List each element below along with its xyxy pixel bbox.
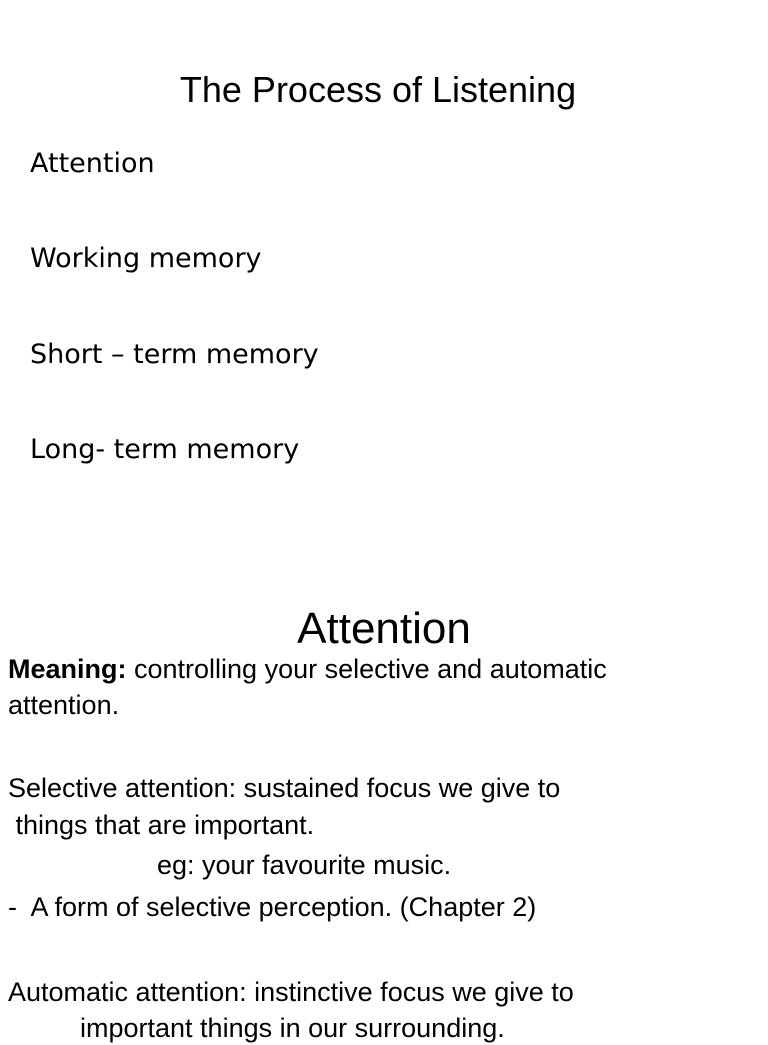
selective-attention-line: Selective attention: sustained focus we give to (8, 773, 561, 803)
meaning-text-continued: attention. (8, 690, 120, 720)
automatic-attention-line-continued: important things in our surrounding. (80, 1013, 505, 1043)
list-item-long-term-memory: Long- term memory (30, 434, 300, 465)
slide-title: The Process of Listening (179, 69, 577, 110)
list-item-short-term-memory: Short – term memory (30, 339, 319, 370)
meaning-line (8, 652, 607, 686)
slide-attention (0, 570, 768, 1043)
list-item-attention: Attention (30, 148, 155, 179)
meaning-text: controlling your selective and automatic (126, 654, 607, 684)
automatic-attention-line: Automatic attention: instinctive focus we give to (8, 977, 574, 1007)
selective-attention-line-continued: things that are important. (8, 810, 315, 840)
selective-perception-note: - A form of selective perception. (Chapter 2) (8, 892, 537, 922)
slide-title: Attention (297, 604, 471, 653)
meaning-label: Meaning: (8, 654, 127, 684)
list-item-working-memory: Working memory (30, 243, 262, 274)
example-line: eg: your favourite music. (157, 850, 452, 880)
